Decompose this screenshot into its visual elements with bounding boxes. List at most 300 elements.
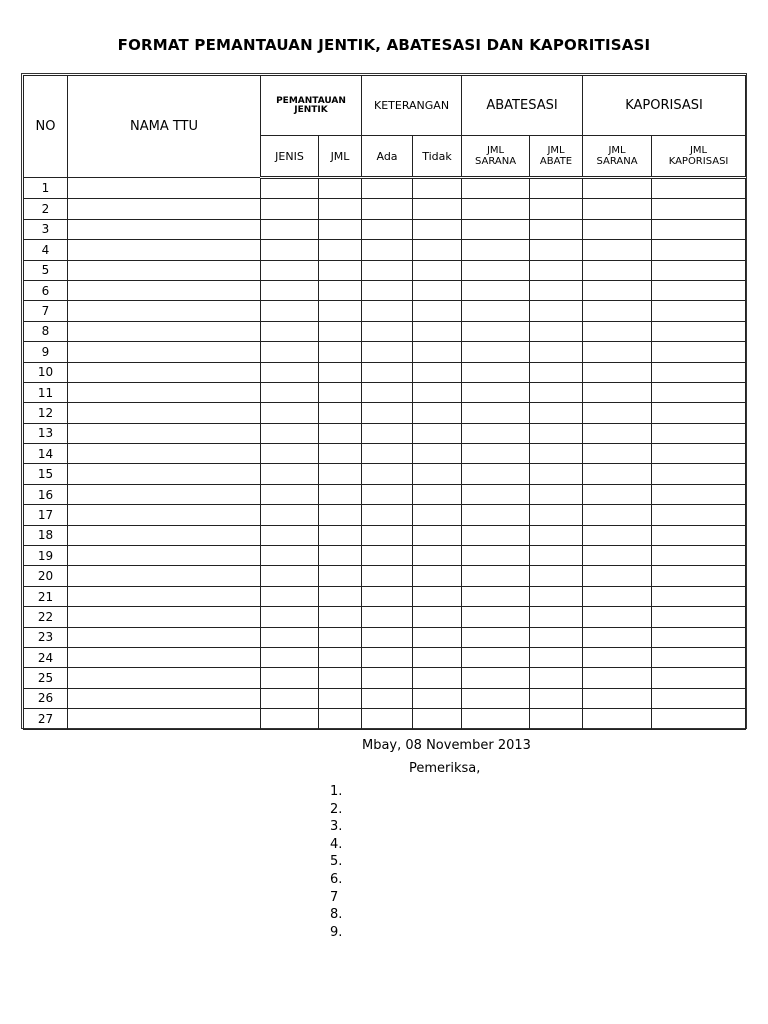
table-cell bbox=[68, 240, 261, 260]
table-cell bbox=[319, 260, 362, 280]
table-cell bbox=[652, 525, 746, 545]
table-cell bbox=[261, 199, 319, 219]
table-cell bbox=[652, 566, 746, 586]
table-row bbox=[24, 240, 746, 260]
table-cell bbox=[413, 219, 462, 239]
table-cell bbox=[68, 362, 261, 382]
table-cell bbox=[652, 647, 746, 667]
table-cell bbox=[362, 647, 413, 667]
table-cell bbox=[413, 627, 462, 647]
row-number: 21 bbox=[24, 586, 68, 606]
table-cell bbox=[413, 464, 462, 484]
table-cell bbox=[68, 199, 261, 219]
table-cell bbox=[462, 362, 530, 382]
table-cell bbox=[362, 382, 413, 402]
table-cell bbox=[319, 668, 362, 688]
table-cell bbox=[68, 444, 261, 464]
table-cell bbox=[362, 199, 413, 219]
table-cell bbox=[261, 525, 319, 545]
table-cell bbox=[652, 382, 746, 402]
table-cell bbox=[462, 199, 530, 219]
table-cell bbox=[530, 321, 583, 341]
table-cell bbox=[652, 688, 746, 708]
table-cell bbox=[530, 586, 583, 606]
table-cell bbox=[583, 199, 652, 219]
table-cell bbox=[319, 566, 362, 586]
table-cell bbox=[462, 484, 530, 504]
header-jml-kaporisasi: JML KAPORISASI bbox=[652, 136, 746, 178]
table-cell bbox=[362, 668, 413, 688]
table-cell bbox=[319, 280, 362, 300]
table-cell bbox=[319, 423, 362, 443]
table-row bbox=[24, 627, 746, 647]
table-cell bbox=[319, 525, 362, 545]
table-cell bbox=[652, 444, 746, 464]
table-cell bbox=[261, 260, 319, 280]
table-cell bbox=[319, 586, 362, 606]
table-row bbox=[24, 260, 746, 280]
table-cell bbox=[362, 403, 413, 423]
table-cell bbox=[413, 260, 462, 280]
table-cell bbox=[583, 382, 652, 402]
table-cell bbox=[530, 444, 583, 464]
table-cell bbox=[652, 586, 746, 606]
table-cell bbox=[261, 342, 319, 362]
signature-date: Mbay, 08 November 2013 bbox=[362, 738, 531, 753]
table-cell bbox=[413, 647, 462, 667]
row-number: 8 bbox=[24, 321, 68, 341]
table-row bbox=[24, 546, 746, 566]
table-cell bbox=[319, 484, 362, 504]
table-cell bbox=[319, 382, 362, 402]
row-number: 25 bbox=[24, 668, 68, 688]
row-number: 22 bbox=[24, 607, 68, 627]
row-number: 7 bbox=[24, 301, 68, 321]
table-cell bbox=[413, 382, 462, 402]
table-cell bbox=[261, 321, 319, 341]
table-cell bbox=[583, 688, 652, 708]
header-jml-sarana-kaporisasi: JML SARANA bbox=[583, 136, 652, 178]
table-cell bbox=[530, 219, 583, 239]
table-cell bbox=[362, 607, 413, 627]
table-cell bbox=[413, 301, 462, 321]
table-cell bbox=[68, 668, 261, 688]
table-cell bbox=[462, 423, 530, 443]
table-cell bbox=[413, 240, 462, 260]
table-cell bbox=[413, 423, 462, 443]
table-cell bbox=[68, 403, 261, 423]
table-cell bbox=[261, 586, 319, 606]
table-cell bbox=[261, 627, 319, 647]
table-cell bbox=[261, 178, 319, 199]
list-item: 3. bbox=[330, 819, 343, 835]
table-cell bbox=[261, 647, 319, 667]
table-cell bbox=[583, 301, 652, 321]
table-cell bbox=[68, 586, 261, 606]
row-number: 11 bbox=[24, 382, 68, 402]
table-cell bbox=[652, 709, 746, 729]
row-number: 27 bbox=[24, 709, 68, 729]
examiner-list bbox=[330, 783, 342, 941]
table-cell bbox=[261, 607, 319, 627]
table-cell bbox=[261, 668, 319, 688]
table-cell bbox=[462, 321, 530, 341]
table-cell bbox=[652, 423, 746, 443]
table-cell bbox=[462, 566, 530, 586]
table-cell bbox=[530, 464, 583, 484]
header-abatesasi: ABATESASI bbox=[462, 76, 583, 136]
table-row bbox=[24, 464, 746, 484]
table-cell bbox=[362, 342, 413, 362]
table-row bbox=[24, 382, 746, 402]
table-cell bbox=[530, 199, 583, 219]
table-cell bbox=[530, 688, 583, 708]
table-cell bbox=[583, 709, 652, 729]
table-cell bbox=[261, 566, 319, 586]
table-cell bbox=[68, 464, 261, 484]
table-cell bbox=[652, 403, 746, 423]
table-cell bbox=[583, 280, 652, 300]
list-item: 5. bbox=[330, 854, 343, 870]
table-cell bbox=[68, 321, 261, 341]
table-cell bbox=[462, 688, 530, 708]
table-cell bbox=[68, 505, 261, 525]
table-row bbox=[24, 362, 746, 382]
row-number: 3 bbox=[24, 219, 68, 239]
table-row bbox=[24, 586, 746, 606]
table-cell bbox=[362, 464, 413, 484]
table-cell bbox=[413, 546, 462, 566]
table-cell bbox=[362, 362, 413, 382]
header-pemantauan-jentik: PEMANTAUAN JENTIK bbox=[261, 76, 362, 136]
table-cell bbox=[652, 627, 746, 647]
table-row bbox=[24, 484, 746, 504]
table-cell bbox=[413, 199, 462, 219]
table-cell bbox=[362, 566, 413, 586]
table-cell bbox=[583, 362, 652, 382]
table-cell bbox=[530, 362, 583, 382]
table-cell bbox=[530, 240, 583, 260]
table-cell bbox=[362, 525, 413, 545]
table-cell bbox=[68, 607, 261, 627]
table-cell bbox=[462, 301, 530, 321]
table-cell bbox=[68, 525, 261, 545]
table-cell bbox=[530, 382, 583, 402]
table-cell bbox=[462, 219, 530, 239]
row-number: 2 bbox=[24, 199, 68, 219]
table-cell bbox=[319, 321, 362, 341]
table-cell bbox=[462, 260, 530, 280]
list-item: 7 bbox=[330, 889, 339, 905]
header-jml-abate: JML ABATE bbox=[530, 136, 583, 178]
table-cell bbox=[261, 280, 319, 300]
table-cell bbox=[530, 627, 583, 647]
row-number: 10 bbox=[24, 362, 68, 382]
row-number: 17 bbox=[24, 505, 68, 525]
header-kaporisasi: KAPORISASI bbox=[583, 76, 746, 136]
table-cell bbox=[362, 423, 413, 443]
table-cell bbox=[261, 546, 319, 566]
header-jml: JML bbox=[319, 136, 362, 178]
table-cell bbox=[68, 280, 261, 300]
row-number: 18 bbox=[24, 525, 68, 545]
list-item: 9. bbox=[330, 924, 343, 940]
table-cell bbox=[319, 546, 362, 566]
table-cell bbox=[652, 301, 746, 321]
header-ada: Ada bbox=[362, 136, 413, 178]
table-cell bbox=[68, 709, 261, 729]
table-row bbox=[24, 423, 746, 443]
table-row bbox=[24, 301, 746, 321]
table-cell bbox=[261, 240, 319, 260]
header-keterangan: KETERANGAN bbox=[362, 76, 462, 136]
table-cell bbox=[68, 382, 261, 402]
list-item: 2. bbox=[330, 801, 343, 817]
table-cell bbox=[583, 342, 652, 362]
table-row bbox=[24, 525, 746, 545]
table-cell bbox=[261, 484, 319, 504]
table-cell bbox=[530, 280, 583, 300]
header-no: NO bbox=[24, 76, 68, 178]
table-cell bbox=[583, 219, 652, 239]
table-row bbox=[24, 219, 746, 239]
row-number: 14 bbox=[24, 444, 68, 464]
table-cell bbox=[652, 321, 746, 341]
table-cell bbox=[362, 688, 413, 708]
table-cell bbox=[583, 484, 652, 504]
table-cell bbox=[462, 607, 530, 627]
table-cell bbox=[462, 546, 530, 566]
table-cell bbox=[362, 301, 413, 321]
table-cell bbox=[413, 505, 462, 525]
table-cell bbox=[319, 342, 362, 362]
row-number: 24 bbox=[24, 647, 68, 667]
header-nama-ttu: NAMA TTU bbox=[68, 76, 261, 178]
table-cell bbox=[583, 586, 652, 606]
row-number: 23 bbox=[24, 627, 68, 647]
table-cell bbox=[261, 444, 319, 464]
table-cell bbox=[362, 627, 413, 647]
table-cell bbox=[583, 240, 652, 260]
table-cell bbox=[413, 444, 462, 464]
table-cell bbox=[530, 546, 583, 566]
table-cell bbox=[362, 484, 413, 504]
table-cell bbox=[462, 647, 530, 667]
row-number: 15 bbox=[24, 464, 68, 484]
table-cell bbox=[462, 382, 530, 402]
table-cell bbox=[413, 403, 462, 423]
table-cell bbox=[530, 709, 583, 729]
table-cell bbox=[413, 342, 462, 362]
table-cell bbox=[413, 178, 462, 199]
row-number: 19 bbox=[24, 546, 68, 566]
table-cell bbox=[652, 362, 746, 382]
table-cell bbox=[530, 566, 583, 586]
table-cell bbox=[462, 464, 530, 484]
table-cell bbox=[462, 280, 530, 300]
table-cell bbox=[319, 178, 362, 199]
table-row bbox=[24, 342, 746, 362]
table-cell bbox=[652, 178, 746, 199]
table-cell bbox=[319, 647, 362, 667]
list-item: 1. bbox=[330, 784, 343, 799]
table-cell bbox=[413, 607, 462, 627]
table-cell bbox=[261, 301, 319, 321]
table-row bbox=[24, 566, 746, 586]
table-cell bbox=[413, 566, 462, 586]
table-cell bbox=[68, 566, 261, 586]
table-cell bbox=[530, 342, 583, 362]
table-cell bbox=[652, 219, 746, 239]
table-cell bbox=[413, 321, 462, 341]
table-row bbox=[24, 178, 746, 199]
table-cell bbox=[530, 260, 583, 280]
table-cell bbox=[68, 546, 261, 566]
table-cell bbox=[362, 219, 413, 239]
table-row bbox=[24, 505, 746, 525]
table-cell bbox=[362, 321, 413, 341]
table-cell bbox=[68, 178, 261, 199]
table-cell bbox=[583, 403, 652, 423]
table-row bbox=[24, 688, 746, 708]
table-cell bbox=[652, 240, 746, 260]
table-cell bbox=[413, 362, 462, 382]
table-cell bbox=[652, 280, 746, 300]
row-number: 9 bbox=[24, 342, 68, 362]
table-cell bbox=[362, 178, 413, 199]
table-cell bbox=[68, 219, 261, 239]
table-cell bbox=[362, 505, 413, 525]
table-cell bbox=[462, 709, 530, 729]
table-cell bbox=[652, 607, 746, 627]
table-cell bbox=[319, 403, 362, 423]
header-jenis: JENIS bbox=[261, 136, 319, 178]
table-cell bbox=[261, 219, 319, 239]
table-cell bbox=[319, 505, 362, 525]
table-cell bbox=[462, 525, 530, 545]
table-cell bbox=[583, 178, 652, 199]
table-cell bbox=[652, 260, 746, 280]
table-cell bbox=[319, 444, 362, 464]
table-cell bbox=[261, 505, 319, 525]
table-cell bbox=[261, 362, 319, 382]
table-cell bbox=[362, 280, 413, 300]
table-cell bbox=[583, 546, 652, 566]
table-cell bbox=[583, 668, 652, 688]
examiner-label: Pemeriksa, bbox=[409, 761, 481, 776]
table-cell bbox=[462, 505, 530, 525]
table-cell bbox=[530, 525, 583, 545]
table-cell bbox=[652, 484, 746, 504]
table-cell bbox=[261, 464, 319, 484]
table-cell bbox=[362, 709, 413, 729]
table-cell bbox=[413, 709, 462, 729]
table-cell bbox=[319, 199, 362, 219]
table-cell bbox=[362, 546, 413, 566]
table-cell bbox=[583, 627, 652, 647]
table-cell bbox=[583, 464, 652, 484]
table-cell bbox=[261, 403, 319, 423]
table-cell bbox=[261, 688, 319, 708]
row-number: 4 bbox=[24, 240, 68, 260]
table-cell bbox=[413, 586, 462, 606]
table-cell bbox=[319, 627, 362, 647]
table-row bbox=[24, 444, 746, 464]
table-cell bbox=[68, 688, 261, 708]
table-row bbox=[24, 280, 746, 300]
table-cell bbox=[362, 586, 413, 606]
table-cell bbox=[462, 403, 530, 423]
table-cell bbox=[462, 627, 530, 647]
table-cell bbox=[319, 219, 362, 239]
table-cell bbox=[68, 484, 261, 504]
row-number: 20 bbox=[24, 566, 68, 586]
table-cell bbox=[68, 647, 261, 667]
table-cell bbox=[530, 423, 583, 443]
table-cell bbox=[652, 546, 746, 566]
table-cell bbox=[362, 260, 413, 280]
table-cell bbox=[462, 342, 530, 362]
table-cell bbox=[413, 484, 462, 504]
table-cell bbox=[583, 321, 652, 341]
table-cell bbox=[583, 525, 652, 545]
list-item: 8. bbox=[330, 907, 343, 923]
row-number: 16 bbox=[24, 484, 68, 504]
header-tidak: Tidak bbox=[413, 136, 462, 178]
table-cell bbox=[583, 647, 652, 667]
table-cell bbox=[319, 301, 362, 321]
table-row bbox=[24, 668, 746, 688]
row-number: 26 bbox=[24, 688, 68, 708]
table-cell bbox=[462, 444, 530, 464]
table-cell bbox=[68, 301, 261, 321]
table-cell bbox=[68, 423, 261, 443]
table-cell bbox=[68, 342, 261, 362]
table-cell bbox=[583, 566, 652, 586]
table-cell bbox=[319, 464, 362, 484]
table-cell bbox=[68, 627, 261, 647]
table-row bbox=[24, 403, 746, 423]
table-cell bbox=[530, 505, 583, 525]
table-cell bbox=[652, 199, 746, 219]
table-cell bbox=[413, 668, 462, 688]
table-cell bbox=[261, 382, 319, 402]
table-cell bbox=[462, 668, 530, 688]
table-cell bbox=[462, 178, 530, 199]
table-cell bbox=[652, 342, 746, 362]
table-cell bbox=[319, 688, 362, 708]
table-cell bbox=[583, 423, 652, 443]
table-cell bbox=[462, 586, 530, 606]
page-title: FORMAT PEMANTAUAN JENTIK, ABATESASI DAN KAPORITISASI bbox=[117, 36, 651, 54]
table-cell bbox=[319, 709, 362, 729]
table-cell bbox=[319, 240, 362, 260]
table-cell bbox=[413, 525, 462, 545]
table-cell bbox=[362, 444, 413, 464]
table-row bbox=[24, 607, 746, 627]
table-cell bbox=[530, 668, 583, 688]
table-cell bbox=[413, 688, 462, 708]
row-number: 13 bbox=[24, 423, 68, 443]
table-cell bbox=[530, 647, 583, 667]
table-cell bbox=[583, 505, 652, 525]
row-number: 6 bbox=[24, 280, 68, 300]
row-number: 5 bbox=[24, 260, 68, 280]
table-cell bbox=[413, 280, 462, 300]
table-cell bbox=[319, 362, 362, 382]
list-item: 6. bbox=[330, 871, 343, 887]
header-jml-sarana-abate: JML SARANA bbox=[462, 136, 530, 178]
